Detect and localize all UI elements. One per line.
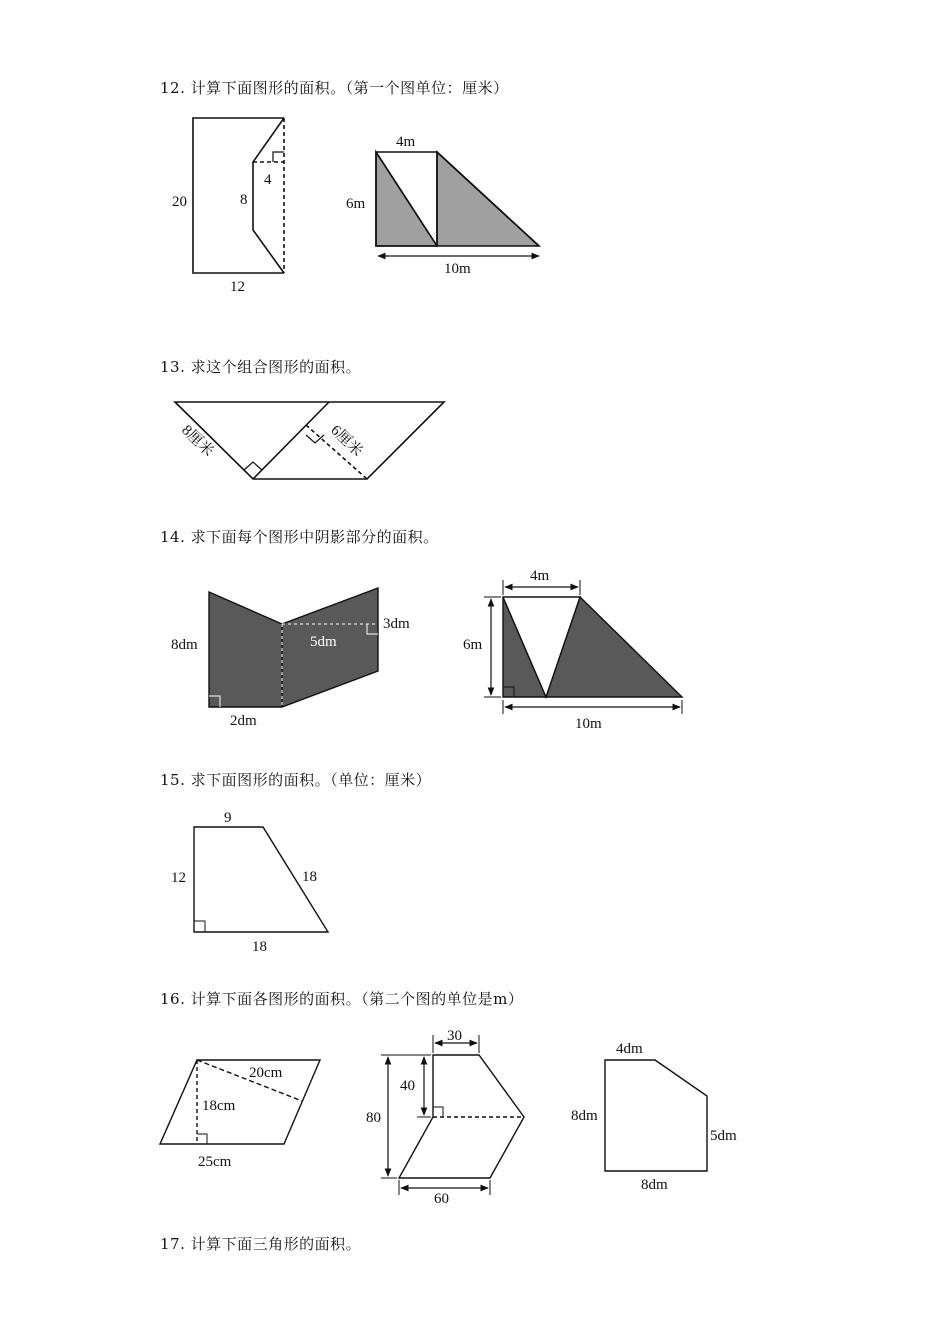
q16b-upper-label: 40 — [400, 1078, 415, 1094]
q13-side-label: 8厘米 — [178, 422, 217, 460]
q12-figure-shaded-triangles — [376, 152, 539, 256]
q16c-top-label: 4dm — [616, 1041, 643, 1057]
question-16: 16. 计算下面各图形的面积。（第二个图的单位是m） — [160, 990, 524, 1008]
q12a-inner-label: 8 — [240, 192, 248, 208]
q14b-top-label: 4m — [530, 568, 550, 584]
q16c-right-label: 5dm — [710, 1128, 737, 1144]
q14b-bottom-label: 10m — [575, 716, 602, 732]
q14-figure-shaded-book — [209, 588, 378, 707]
q15-left-label: 12 — [171, 870, 186, 886]
q13-figure-composite — [175, 402, 444, 479]
q16c-bottom-label: 8dm — [641, 1177, 668, 1193]
q15-slant-label: 18 — [302, 869, 317, 885]
q16a-base-label: 25cm — [198, 1154, 232, 1170]
q12a-bottom-label: 12 — [230, 279, 245, 295]
q16b-total-label: 80 — [366, 1110, 381, 1126]
q16c-left-label: 8dm — [571, 1108, 598, 1124]
question-17: 17. 计算下面三角形的面积。 — [160, 1235, 362, 1253]
q16-figure-composite — [381, 1035, 524, 1195]
q15-bottom-label: 18 — [252, 939, 267, 955]
q14b-left-label: 6m — [463, 637, 483, 653]
q14a-left-label: 8dm — [171, 637, 198, 653]
q16-figure-cut-rectangle — [605, 1060, 707, 1171]
q12a-notch-label: 4 — [264, 172, 272, 188]
question-12: 12. 计算下面图形的面积。（第一个图单位：厘米） — [160, 79, 509, 97]
q16a-diagonal-label: 20cm — [249, 1065, 283, 1081]
q16-figure-parallelogram — [160, 1060, 320, 1144]
q13-height-label: 6厘米 — [327, 422, 366, 460]
q15-top-label: 9 — [224, 810, 232, 826]
q14a-right-label: 3dm — [383, 616, 410, 632]
q12b-bottom-label: 10m — [444, 261, 471, 277]
q16b-bottom-label: 60 — [434, 1191, 449, 1207]
q14a-middle-label: 5dm — [310, 634, 337, 650]
q14a-bottom-label: 2dm — [230, 713, 257, 729]
q12-figure-rect-notch — [193, 118, 284, 273]
q12a-left-label: 20 — [172, 194, 187, 210]
q12b-left-label: 6m — [346, 196, 366, 212]
q16a-height-label: 18cm — [202, 1098, 236, 1114]
question-15: 15. 求下面图形的面积。（单位：厘米） — [160, 771, 432, 789]
question-14: 14. 求下面每个图形中阴影部分的面积。 — [160, 528, 439, 546]
question-13: 13. 求这个组合图形的面积。 — [160, 358, 362, 376]
q16b-top-label: 30 — [447, 1028, 462, 1044]
q12b-top-label: 4m — [396, 134, 416, 150]
q14-figure-shaded-trapezoid — [484, 580, 682, 714]
